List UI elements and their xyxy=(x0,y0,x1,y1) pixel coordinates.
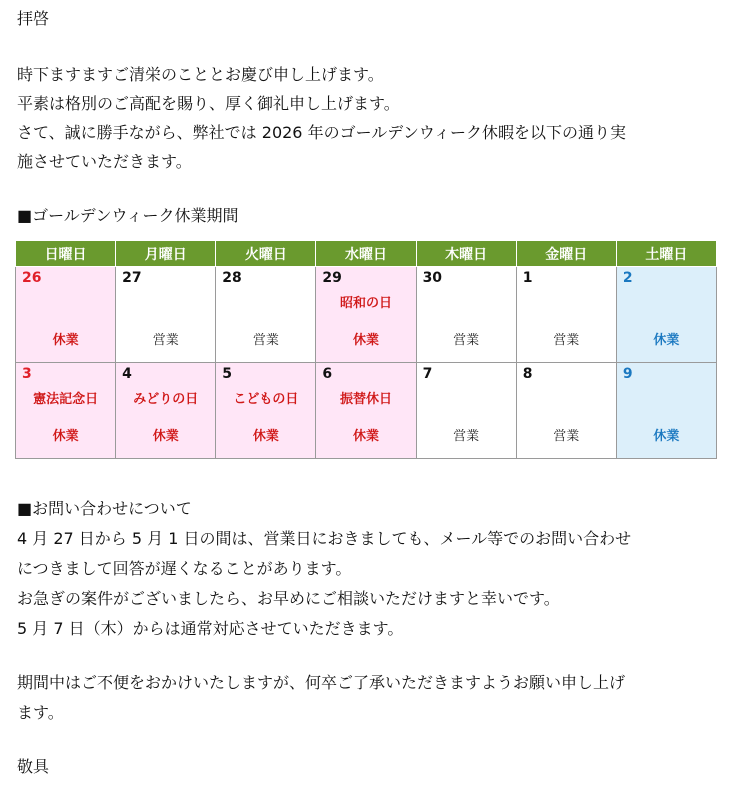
intro-line-1: 時下ますますご清栄のこととお慶び申し上げます。 xyxy=(17,65,384,84)
holiday-name: こどもの日 xyxy=(233,392,299,407)
weekday-monday: 月曜日 xyxy=(116,241,216,267)
closing-line-1: 期間中はご不便をおかけいたしますが、何卒ご了承いただきますようお願い申し上げ xyxy=(17,673,626,692)
calendar-day-cell xyxy=(416,363,516,459)
calendar-header-row xyxy=(16,241,717,267)
day-number: 26 xyxy=(22,270,42,286)
holiday-name: みどりの日 xyxy=(133,392,199,407)
weekday-saturday: 土曜日 xyxy=(616,241,716,267)
business-status: 休業 xyxy=(653,333,680,348)
business-status: 営業 xyxy=(453,333,480,348)
business-status: 休業 xyxy=(52,429,79,444)
weekday-wednesday: 水曜日 xyxy=(316,241,416,267)
calendar-day-cell xyxy=(216,363,316,459)
business-status: 休業 xyxy=(653,429,680,444)
day-number: 3 xyxy=(22,366,32,382)
calendar-day-cell xyxy=(616,363,716,459)
weekday-friday: 金曜日 xyxy=(516,241,616,267)
day-number: 6 xyxy=(322,366,333,382)
calendar-day-cell xyxy=(216,267,316,363)
day-number: 7 xyxy=(422,366,433,382)
calendar-day-cell xyxy=(516,267,616,363)
day-number: 9 xyxy=(622,366,633,382)
business-status: 休業 xyxy=(152,429,179,444)
section-heading-inquiry: ■お問い合わせについて xyxy=(17,499,192,518)
calendar-day-cell xyxy=(316,363,416,459)
intro-line-4: 施させていただきます。 xyxy=(17,152,192,171)
day-number: 29 xyxy=(322,270,342,286)
day-number: 4 xyxy=(122,366,132,382)
calendar-week-row xyxy=(16,267,717,363)
calendar-day-cell xyxy=(516,363,616,459)
calendar-day-cell xyxy=(116,267,216,363)
holiday-name: 憲法記念日 xyxy=(33,392,99,407)
day-number: 28 xyxy=(222,270,242,286)
business-status: 営業 xyxy=(453,429,480,444)
day-number: 1 xyxy=(522,270,533,286)
section-heading-holiday-period: ■ゴールデンウィーク休業期間 xyxy=(17,206,239,225)
business-status: 営業 xyxy=(252,333,279,348)
intro-line-2: 平素は格別のご高配を賜り、厚く御礼申し上げます。 xyxy=(17,94,400,113)
business-status: 休業 xyxy=(352,429,379,444)
day-number: 30 xyxy=(422,270,443,286)
calendar-body xyxy=(16,267,717,459)
inquiry-line-3: お急ぎの案件がございましたら、お早めにご相談いただけますと幸いです。 xyxy=(17,589,560,608)
day-number: 2 xyxy=(622,270,633,286)
inquiry-line-1: 4 月 27 日から 5 月 1 日の間は、営業日におきましても、メール等でのお問い合わせ xyxy=(17,529,632,548)
letter-closing: 敬具 xyxy=(17,757,50,776)
business-status: 休業 xyxy=(52,333,79,348)
business-status: 営業 xyxy=(553,333,580,348)
intro-line-3: さて、誠に勝手ながら、弊社では 2026 年のゴールデンウィーク休暇を以下の通り実 xyxy=(17,123,626,142)
business-status: 休業 xyxy=(252,429,279,444)
day-number: 8 xyxy=(522,366,533,382)
holiday-name: 昭和の日 xyxy=(339,296,392,311)
calendar-day-cell xyxy=(16,363,116,459)
holiday-calendar xyxy=(15,240,717,459)
calendar-day-cell xyxy=(316,267,416,363)
business-status: 休業 xyxy=(352,333,379,348)
calendar-day-cell xyxy=(616,267,716,363)
weekday-sunday: 日曜日 xyxy=(16,241,116,267)
day-number: 27 xyxy=(122,270,142,286)
closing-line-2: ます。 xyxy=(17,703,64,722)
day-number: 5 xyxy=(222,366,233,382)
calendar-day-cell xyxy=(116,363,216,459)
calendar-day-cell xyxy=(16,267,116,363)
letter-opening: 拝啓 xyxy=(17,9,50,28)
weekday-thursday: 木曜日 xyxy=(416,241,516,267)
business-status: 営業 xyxy=(553,429,580,444)
calendar-week-row xyxy=(16,363,717,459)
holiday-name: 振替休日 xyxy=(339,392,392,407)
business-status: 営業 xyxy=(152,333,179,348)
calendar-day-cell xyxy=(416,267,516,363)
weekday-tuesday: 火曜日 xyxy=(216,241,316,267)
inquiry-line-2: につきまして回答が遅くなることがあります。 xyxy=(17,559,352,578)
inquiry-line-4: 5 月 7 日（木）からは通常対応させていただきます。 xyxy=(17,619,404,638)
